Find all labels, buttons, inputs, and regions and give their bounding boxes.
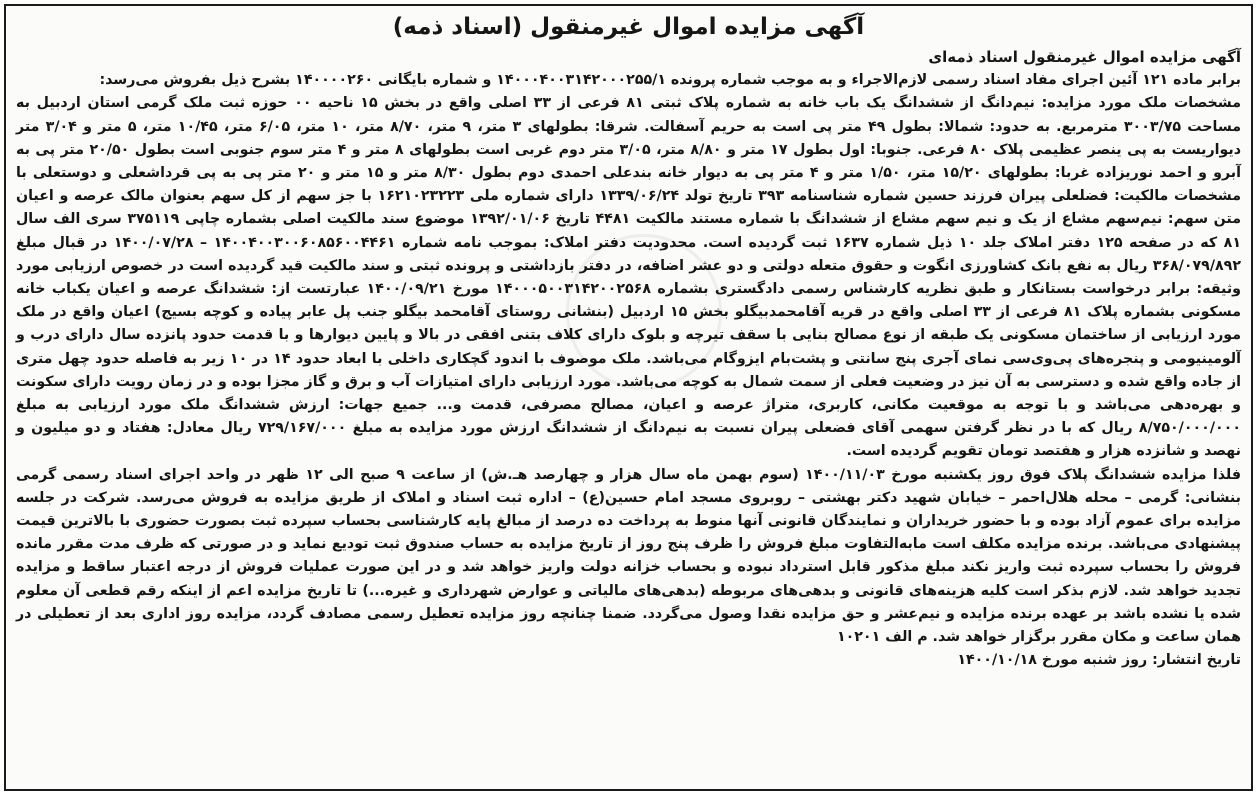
- notice-paragraph-auction: فلذا مزایده ششدانگ پلاک فوق روز یکشنبه مورخ ۱۴۰۰/۱۱/۰۳ (سوم بهمن ماه سال هزار و چهارصد هـ.ش) از ساعت ۹ صبح الی ۱۲ ظهر در واحد اجرای اسناد رسمی گرمی بنشانی: گرمی – محله هلال‌احمر – خیابان شهید دکتر بهشتی – روبروی مسجد امام حسین(ع) – اداره ثبت اسناد و املاک از طریق مزایده به فروش می‌رسد. شرکت در جلسه مزایده برای عموم آزاد بوده و با حضور خریداران و نمایندگان قانونی آنها منوط به پرداخت ده درصد از مبالغ پایه کارشناسی بحساب سپرده ثبت بصورت حضوری با بالاترین قیمت پیشنهادی می‌باشد. برنده مزایده مکلف است مابه‌التفاوت مبلغ فروش را ظرف پنج روز از تاریخ مزایده به حساب صندوق ثبت تودیع نماید و در صورتی که ظرف مدت مقرر مانده فروش را بحساب سپرده ثبت واریز نکند مبلغ مذکور قابل استرداد نبوده و بحساب خزانه دولت واریز خواهد شد و در این صورت عملیات فروش از درجه اعتبار ساقط و مزایده تجدید خواهد شد. لازم بذکر است کلیه هزینه‌های قانونی و بدهی‌های مربوطه (بدهی‌های مالیاتی و عوارض شهرداری و غیره...) تا تاریخ مزایده اعم از اینکه رقم قطعی آن معلوم شده یا نشده باشد بر عهده برنده مزایده و نیم‌عشر و حق مزایده نقدا وصول می‌گردد. ضمنا چنانچه روز مزایده تعطیل رسمی مصادف گردد، مزایده روز اداری بعد از تعطیلی در همان ساعت و مکان مقرر برگزار خواهد شد. م الف ۱۰۲۰۱: [16, 466, 1241, 646]
- notice-frame: [4, 4, 1253, 791]
- publication-date: تاریخ انتشار: روز شنبه مورخ ۱۴۰۰/۱۰/۱۸: [957, 652, 1241, 669]
- notice-paragraph-property: مشخصات ملک مورد مزایده: نیم‌دانگ از ششدانگ یک باب خانه به شماره پلاک ثبتی ۸۱ فرعی از ۳۳ اصلی واقع در بخش ۱۵ ناحیه ۰۰ حوزه ثبت ملک گرمی استان اردبیل به مساحت ۳۰۰۳/۷۵ مترمربع. به حدود: شمالا: بطول ۴۹ متر پی است به حریم آسفالت. شرقا: بطولهای ۳ متر، ۹ متر، ۸/۷۰ متر، ۱۰ متر، ۶/۰۵ متر، ۱۰/۴۵ متر، ۵ متر و ۳/۰۴ متر دیواریست به پی ینصر عظیمی پلاک ۸۰ فرعی. جنوبا: اول بطول ۱۷ متر و ۸/۸۰ متر، ۳/۰۵ متر دوم غربی است بطولهای ۸ متر و ۴ متر سوم جنوبی است بطول ۲۰/۵۰ متر پی به آبرو و احمد نوریزاده غربا: بطولهای ۱۵/۲۰ متر، ۱/۵۰ متر و ۴ متر پی به دیوار خانه بندعلی احمدی دوم بطول ۸/۳۰ متر و ۱۵ متر و ۲۰ متر پی به پی قرداشعلی و دوستعلی با مشخصات مالکیت: فضلعلی پیران فرزند حسین شماره شناسنامه ۳۹۳ تاریخ تولد ۱۳۳۹/۰۶/۲۴ دارای شماره ملی ۱۶۲۱۰۲۳۲۲۳ با جز سهم از کل سهم بعنوان مالک عرصه و اعیان متن سهم: نیم‌سهم مشاع از یک و نیم سهم مشاع از ششدانگ با شماره مستند مالکیت ۴۴۸۱ تاریخ ۱۳۹۲/۰۱/۰۶ موضوع سند مالکیت اصلی بشماره چاپی ۳۷۵۱۱۹ سری الف سال ۸۱ که در صفحه ۱۲۵ دفتر املاک جلد ۱۰ ذیل شماره ۱۶۳۷ ثبت گردیده است. محدودیت دفتر املاک: بموجب نامه شماره ۱۴۰۰۴۰۰۳۰۰۶۰۸۵۶۰۰۴۴۶۱ – ۱۴۰۰/۰۷/۲۸ در قبال مبلغ ۳۶۸/۰۷۹/۸۹۲ ریال به نفع بانک کشاورزی انگوت و حقوق متعله دولتی و دو عشر اضافه، در دفتر بازداشتی و پرونده ثبتی و سند مالکیت قید گردیده است در خصوص ارزیابی مورد وثیقه: برابر درخواست بستانکار و طبق نظریه کارشناس رسمی دادگستری بشماره ۱۴۰۰۰۵۰۰۳۱۴۲۰۰۲۵۶۸ مورخ ۱۴۰۰/۰۹/۲۱ عبارتست از: ششدانگ عرصه و اعیان یکباب خانه مسکونی بشماره پلاک ۸۱ فرعی از ۳۳ اصلی واقع در قریه آقامحمدبیگلو بخش ۱۵ اردبیل (بنشانی روستای آقامحمد بیگلو جنب پل عابر پیاده و کوچه بسیج) اعیان واقع در ملک مورد ارزیابی از ساختمان مسکونی یک طبقه از نوع مصالح بنایی با سقف تیرچه و بلوک دارای کلاف بتنی افقی در بالا و پایین دیوارها و با قدمت حدود پانزده سال دارای درب و آلومینیومی و پنجره‌های پی‌وی‌سی نمای آجری پنج سانتی و پشت‌بام ایزوگام می‌باشد. ملک موصوف با اندود گچکاری داخلی با ابعاد حدود ۱۴ در ۱۰ زیر به فاصله حدود چهل متری از جاده واقع شده و دسترسی به آن نیز در وضعیت فعلی از سمت شمال به کوچه می‌باشد. مورد ارزیابی دارای امتیازات آب و برق و گاز مجزا بوده و در زمان رویت دارای سکونت و بهره‌دهی می‌باشد و با توجه به موقعیت مکانی، کاربری، متراژ عرصه و اعیان، مصالح مصرفی، قدمت و... جمیع جهات: ارزش ششدانگ ملک مورد ارزیابی به مبلغ ۸/۷۵۰/۰۰۰/۰۰۰ ریال که با در نظر گرفتن سهمی آقای فضعلی پیران نسبت به نیم‌دانگ از ششدانگ ارزش مورد مزایده به مبلغ ۷۲۹/۱۶۷/۰۰۰ ریال معادل: هفتاد و دو میلیون و نهصد و شانزده هزار و هفتصد تومان تقویم گردیده است.: [16, 95, 1242, 460]
- notice-title: آگهی مزایده اموال غیرمنقول (اسناد ذمه): [392, 14, 865, 40]
- notice-body: [16, 46, 1241, 785]
- notice-subtitle: آگهی مزایده اموال غیرمنقول اسناد ذمه‌ای: [928, 48, 1241, 66]
- notice-paragraph-intro: برابر ماده ۱۲۱ آئین اجرای مفاد اسناد رسمی لازم‌الاجراء و به موجب شماره پرونده ۱۴۰۰۰۴۰۰۳۱۴۲۰۰۰۲۵۵/۱ و شماره بایگانی ۱۴۰۰۰۰۲۶۰ بشرح ذیل بفروش می‌رسد:: [99, 72, 1241, 89]
